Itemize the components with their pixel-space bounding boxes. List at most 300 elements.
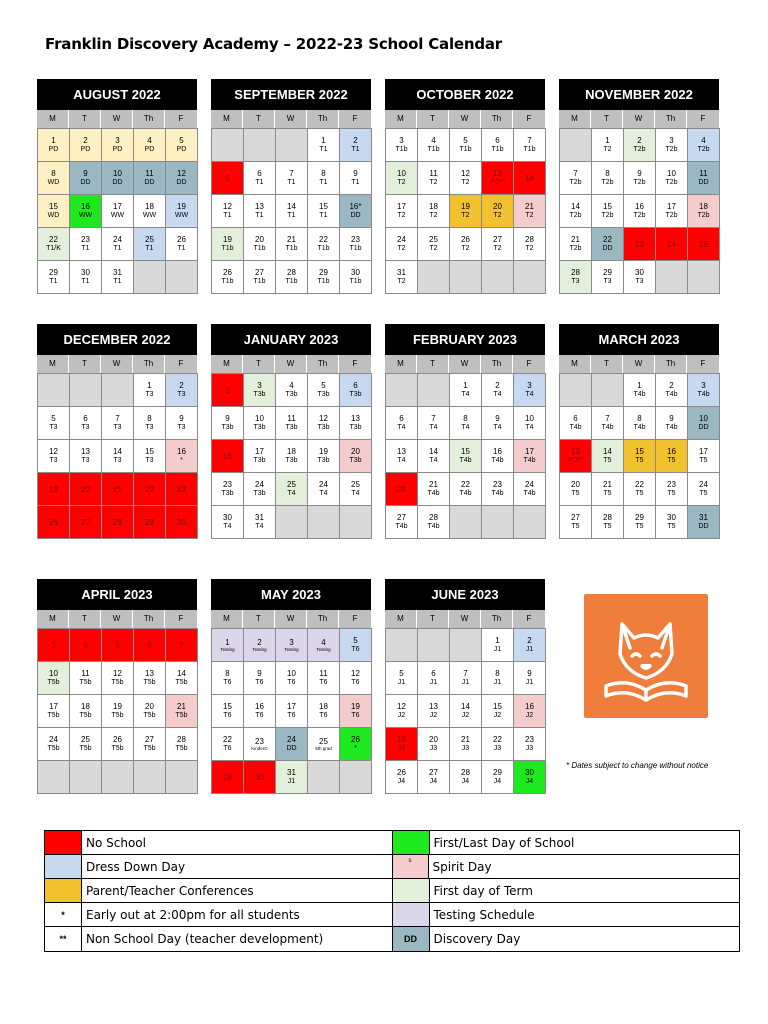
weekday-label: F	[165, 110, 197, 128]
day-code: J1	[493, 679, 502, 686]
month-calendar	[37, 324, 197, 539]
day-code: T5b	[143, 712, 156, 719]
day-code: T3	[145, 457, 154, 464]
day-number: 19	[177, 202, 186, 211]
day-code: T4	[461, 391, 470, 398]
day-number: 4	[289, 381, 294, 390]
day-code: WW	[142, 212, 157, 219]
day-cell	[449, 260, 482, 294]
day-number: 18	[699, 202, 708, 211]
month-calendar	[211, 324, 371, 539]
day-cell	[559, 439, 592, 473]
day-cell	[307, 161, 340, 195]
day-grid	[385, 373, 545, 539]
day-cell	[481, 439, 514, 473]
day-number: 26	[461, 235, 470, 244]
legend-label: Non School Day (teacher development)	[86, 932, 324, 946]
day-cell	[211, 661, 244, 695]
day-code: T4	[461, 424, 470, 431]
day-code: T2b	[665, 146, 678, 153]
day-code: T4b	[395, 523, 408, 530]
weekday-label: M	[559, 355, 591, 373]
disclaimer-note: * Dates subject to change without notice	[566, 761, 709, 770]
day-number: 26	[49, 517, 58, 527]
day-cell	[655, 472, 688, 506]
day-code: T6	[255, 679, 264, 686]
day-code: T3b	[285, 391, 298, 398]
day-cell	[481, 760, 514, 794]
day-code: T4	[319, 490, 328, 497]
weekday-label: M	[37, 110, 69, 128]
day-number: 6	[431, 669, 436, 678]
day-cell	[307, 260, 340, 294]
day-code: T4b	[459, 490, 472, 497]
day-cell	[385, 128, 418, 162]
day-cell	[513, 472, 546, 506]
day-number: 12	[113, 669, 122, 678]
day-cell	[417, 505, 450, 539]
day-code: T2b	[633, 212, 646, 219]
day-code: T1b	[349, 278, 362, 285]
day-cell	[339, 505, 372, 539]
day-code: T4b	[459, 457, 472, 464]
day-number: 2	[257, 637, 262, 647]
day-cell	[339, 406, 372, 440]
day-cell	[101, 128, 134, 162]
day-number: 28	[461, 768, 470, 777]
day-number: 21	[113, 484, 122, 494]
legend-label: Testing Schedule	[433, 907, 535, 922]
day-cell	[513, 694, 546, 728]
day-cell	[623, 227, 656, 261]
day-number: 10	[49, 669, 58, 678]
day-cell	[687, 472, 720, 506]
day-cell	[655, 260, 688, 294]
day-cell	[385, 439, 418, 473]
weekday-label: F	[513, 610, 545, 628]
day-number: 16	[255, 702, 264, 711]
weekday-label: W	[101, 355, 133, 373]
day-number: 26	[177, 235, 186, 244]
weekday-label: Th	[307, 610, 339, 628]
day-cell	[37, 439, 70, 473]
day-code: Testing	[316, 646, 331, 652]
day-cell	[275, 439, 308, 473]
day-number: 22	[145, 484, 154, 494]
day-number: 13	[397, 447, 406, 456]
day-code: J4	[461, 778, 470, 785]
day-number: 1	[225, 637, 230, 647]
day-cell	[481, 194, 514, 228]
day-code: T2	[461, 212, 470, 219]
day-cell	[481, 628, 514, 662]
weekday-label: F	[165, 610, 197, 628]
day-number: 31	[699, 513, 708, 522]
legend-label: First day of Term	[433, 883, 533, 898]
day-code: T1b	[221, 278, 234, 285]
day-cell	[211, 439, 244, 473]
day-code: T2	[461, 245, 470, 252]
day-number: 15	[223, 702, 232, 711]
weekday-label: M	[37, 355, 69, 373]
day-number: 17	[113, 202, 122, 211]
day-cell	[513, 439, 546, 473]
weekday-header	[37, 610, 197, 628]
day-cell	[211, 161, 244, 195]
day-number: 8	[321, 169, 326, 178]
weekday-header	[37, 355, 197, 373]
day-cell	[133, 628, 166, 662]
day-cell	[211, 227, 244, 261]
day-cell	[243, 505, 276, 539]
day-cell	[449, 505, 482, 539]
day-number: 20	[429, 735, 438, 744]
day-number: 4	[83, 640, 88, 650]
day-number: 18	[429, 202, 438, 211]
day-cell	[623, 406, 656, 440]
month-title: MAY 2023	[211, 579, 371, 610]
day-cell	[69, 760, 102, 794]
day-number: 26	[351, 735, 360, 744]
day-code: T4b	[665, 391, 678, 398]
day-cell	[513, 161, 546, 195]
weekday-header	[559, 110, 719, 128]
month-title: DECEMBER 2022	[37, 324, 197, 355]
day-code: T1	[351, 179, 360, 186]
day-code: T1	[81, 278, 90, 285]
day-code: T2	[525, 212, 534, 219]
day-code: DD	[112, 179, 123, 186]
day-cell	[275, 406, 308, 440]
day-number: 20	[493, 202, 502, 211]
day-code: DD	[176, 179, 187, 186]
month-calendar	[37, 579, 197, 794]
day-cell	[69, 161, 102, 195]
day-cell	[243, 760, 276, 794]
day-code: T2b	[601, 212, 614, 219]
day-grid	[37, 128, 197, 294]
day-cell	[101, 472, 134, 506]
day-cell	[101, 161, 134, 195]
day-cell	[339, 260, 372, 294]
day-cell	[385, 227, 418, 261]
legend-label: Dress Down Day	[86, 859, 186, 874]
day-cell	[385, 661, 418, 695]
weekday-header	[385, 355, 545, 373]
day-code: J2	[461, 712, 470, 719]
day-code: T5	[571, 523, 580, 530]
day-number: 27	[255, 268, 264, 277]
day-cell	[69, 373, 102, 407]
day-cell	[211, 194, 244, 228]
day-code: J3	[493, 745, 502, 752]
day-cell	[69, 628, 102, 662]
day-number: 25	[699, 239, 708, 249]
day-cell	[165, 505, 198, 539]
weekday-label: F	[687, 355, 719, 373]
weekday-label: T	[243, 610, 275, 628]
day-cell	[243, 727, 276, 761]
day-number: 19	[223, 235, 232, 244]
day-cell	[339, 472, 372, 506]
legend-item	[393, 855, 740, 878]
day-cell	[37, 505, 70, 539]
day-code: T4b	[427, 490, 440, 497]
day-number: 23	[81, 235, 90, 244]
day-number: 13	[571, 447, 580, 456]
legend-swatch	[45, 879, 82, 902]
day-cell	[133, 161, 166, 195]
legend-swatch: DD	[393, 927, 430, 951]
month-calendar	[37, 79, 197, 294]
day-cell	[211, 373, 244, 407]
day-cell	[385, 260, 418, 294]
day-number: 22	[49, 235, 58, 244]
day-number: 20	[571, 480, 580, 489]
day-number: 13	[493, 169, 502, 178]
day-code: T4	[525, 424, 534, 431]
day-code: T2	[397, 278, 406, 285]
day-code: T1	[145, 245, 154, 252]
day-code: *	[180, 457, 183, 464]
day-number: 12	[223, 202, 232, 211]
day-number: 6	[495, 136, 500, 145]
day-cell	[211, 727, 244, 761]
weekday-header	[211, 355, 371, 373]
day-cell	[211, 260, 244, 294]
day-cell	[165, 694, 198, 728]
day-cell	[687, 505, 720, 539]
day-code: 6th grad	[315, 745, 332, 751]
day-number: 1	[147, 381, 152, 390]
weekday-header	[385, 110, 545, 128]
day-cell	[37, 694, 70, 728]
day-code: T3	[113, 424, 122, 431]
day-cell	[37, 661, 70, 695]
day-code: T1	[319, 212, 328, 219]
day-number: 25	[81, 735, 90, 744]
day-code: T5b	[175, 679, 188, 686]
day-cell	[417, 628, 450, 662]
legend-item	[393, 903, 740, 926]
day-number: 24	[287, 735, 296, 744]
day-code: T1b	[349, 245, 362, 252]
day-code: T3b	[285, 424, 298, 431]
day-number: 8	[463, 414, 468, 423]
day-code: T3b	[221, 490, 234, 497]
day-code: T2	[429, 179, 438, 186]
day-code: T6	[223, 745, 232, 752]
day-code: T5	[571, 490, 580, 497]
day-number: 7	[463, 669, 468, 678]
day-number: 2	[669, 381, 674, 390]
day-number: 9	[257, 669, 262, 678]
day-number: 11	[81, 669, 90, 678]
day-cell	[449, 227, 482, 261]
day-cell	[243, 373, 276, 407]
day-code: DD	[286, 745, 297, 752]
day-code: T1b	[523, 146, 536, 153]
day-code: T2b	[697, 212, 710, 219]
day-number: 21	[571, 235, 580, 244]
day-cell	[275, 227, 308, 261]
day-code: T1b	[285, 245, 298, 252]
day-cell	[165, 760, 198, 794]
day-number: 28	[525, 235, 534, 244]
day-code: T1	[113, 278, 122, 285]
weekday-label: T	[69, 355, 101, 373]
weekday-label: W	[275, 110, 307, 128]
day-cell	[559, 227, 592, 261]
day-cell	[133, 760, 166, 794]
day-cell	[69, 694, 102, 728]
day-cell	[307, 406, 340, 440]
day-code: T2	[397, 212, 406, 219]
day-code: T5b	[175, 712, 188, 719]
day-number: 12	[351, 669, 360, 678]
day-cell	[243, 472, 276, 506]
day-code: WW	[110, 212, 125, 219]
day-cell	[101, 628, 134, 662]
weekday-label: T	[69, 610, 101, 628]
legend-label: Early out at 2:00pm for all students	[86, 907, 300, 922]
day-code: T3	[177, 391, 186, 398]
day-number: 15	[461, 447, 470, 456]
weekday-header	[559, 355, 719, 373]
day-number: 17	[49, 702, 58, 711]
day-number: 23	[223, 480, 232, 489]
day-cell	[417, 373, 450, 407]
day-cell	[133, 694, 166, 728]
day-cell	[623, 128, 656, 162]
day-code: T2b	[697, 146, 710, 153]
day-code: T1	[351, 146, 360, 153]
day-number: 31	[113, 268, 122, 277]
day-code: T4b	[633, 391, 646, 398]
day-code: J1	[493, 646, 502, 653]
day-cell	[591, 505, 624, 539]
month-title: OCTOBER 2022	[385, 79, 545, 110]
day-number: 8	[51, 169, 56, 178]
day-code: DD	[144, 179, 155, 186]
day-number: 3	[257, 381, 262, 390]
day-number: 2	[353, 136, 358, 145]
day-number: 13	[255, 202, 264, 211]
weekday-label: W	[623, 110, 655, 128]
month-calendar	[385, 579, 545, 794]
day-grid	[37, 628, 197, 794]
day-code: T2	[429, 212, 438, 219]
weekday-label: W	[449, 610, 481, 628]
page-title: Franklin Discovery Academy – 2022-23 School Calendar	[45, 35, 502, 53]
day-number: 16	[493, 447, 502, 456]
legend-swatch	[393, 879, 430, 902]
day-code: T4b	[491, 490, 504, 497]
day-code: T3	[145, 391, 154, 398]
day-number: 17	[287, 702, 296, 711]
day-number: 8	[225, 669, 230, 678]
day-code: T1b	[285, 278, 298, 285]
day-cell	[101, 694, 134, 728]
day-code: T4	[493, 391, 502, 398]
day-number: 30	[667, 513, 676, 522]
day-cell	[101, 727, 134, 761]
day-grid	[211, 373, 371, 539]
day-number: 18	[319, 702, 328, 711]
day-cell	[591, 472, 624, 506]
day-cell	[275, 194, 308, 228]
day-cell	[307, 194, 340, 228]
day-cell	[385, 628, 418, 662]
day-cell	[69, 661, 102, 695]
day-cell	[339, 661, 372, 695]
day-number: 9	[353, 169, 358, 178]
day-cell	[655, 227, 688, 261]
day-number: 14	[461, 702, 470, 711]
day-cell	[449, 727, 482, 761]
weekday-label: Th	[655, 355, 687, 373]
day-number: 15	[635, 447, 644, 456]
legend-swatch	[393, 831, 430, 854]
day-number: 24	[667, 239, 676, 249]
day-code: T2b	[601, 179, 614, 186]
day-number: 22	[635, 480, 644, 489]
day-number: 7	[573, 169, 578, 178]
weekday-label: F	[513, 110, 545, 128]
day-cell	[37, 472, 70, 506]
day-number: 30	[255, 772, 264, 782]
day-number: 30	[351, 268, 360, 277]
day-number: 11	[429, 169, 438, 178]
day-number: 5	[225, 173, 230, 183]
legend-item	[393, 831, 740, 854]
legend-swatch	[393, 903, 430, 926]
day-cell	[339, 373, 372, 407]
day-cell	[417, 661, 450, 695]
legend-label: First/Last Day of School	[433, 835, 575, 850]
day-cell	[687, 439, 720, 473]
day-cell	[165, 472, 198, 506]
day-cell	[243, 406, 276, 440]
weekday-label: M	[559, 110, 591, 128]
day-number: 27	[493, 235, 502, 244]
day-code: T4b	[601, 424, 614, 431]
weekday-label: W	[101, 110, 133, 128]
day-cell	[165, 194, 198, 228]
day-code: T3b	[253, 424, 266, 431]
day-cell	[69, 227, 102, 261]
day-cell	[449, 628, 482, 662]
day-number: 23	[635, 239, 644, 249]
day-cell	[101, 439, 134, 473]
day-number: 9	[83, 169, 88, 178]
day-code: J4	[397, 778, 406, 785]
day-cell	[165, 260, 198, 294]
day-number: 1	[637, 381, 642, 390]
day-number: 28	[287, 268, 296, 277]
day-cell	[275, 694, 308, 728]
day-code: J2	[429, 712, 438, 719]
day-cell	[623, 373, 656, 407]
day-number: 12	[397, 702, 406, 711]
day-cell	[591, 439, 624, 473]
day-code: T3	[81, 457, 90, 464]
day-number: 2	[179, 381, 184, 390]
day-number: 21	[177, 702, 186, 711]
day-number: 10	[287, 669, 296, 678]
day-cell	[211, 760, 244, 794]
legend-item	[45, 855, 393, 878]
